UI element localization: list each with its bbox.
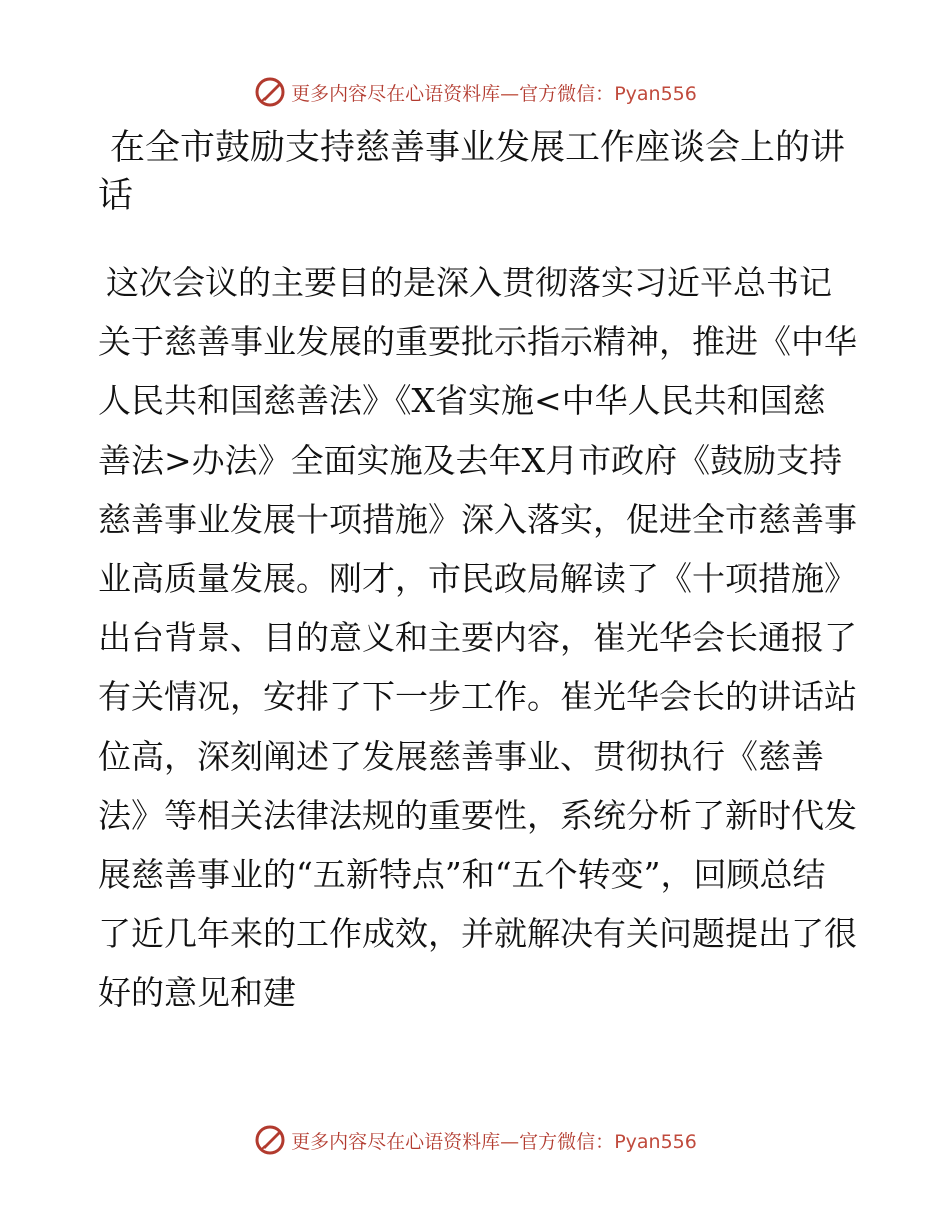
document-title: 在全市鼓励支持慈善事业发展工作座谈会上的讲话 [98, 128, 846, 216]
footer-banner-text [291, 1127, 697, 1154]
header-wechat-label: 官方微信： [519, 82, 615, 105]
header-banner-dash: — [500, 82, 520, 105]
quill-seal-icon [253, 75, 287, 109]
footer-watermark-banner [0, 1120, 950, 1160]
document-paragraph: 这次会议的主要目的是深入贯彻落实习近平总书记关于慈善事业发展的重要批示指示精神，推进《中华人民共和国慈善法》《X省实施<中华人民共和国慈善法>办法》全面实施及去年X月市政府《鼓励支持慈善事业发展十项措施》深入落实，促进全市慈善事业高质量发展。刚才，市民政局解读了《十项措施》出台背景、目的意义和主要内容，崔光华会长通报了有关情况，安排了下一步工作。崔光华会长的讲话站位高，深刻阐述了发展慈善事业、贯彻执行《慈善法》等相关法律法规的重要性，系统分析了新时代发展慈善事业的“五新特点”和“五个转变”，回顾总结了近几年来的工作成效，并就解决有关问题提出了很好的意见和建 [98, 263, 857, 1013]
footer-banner-slogan: 更多内容尽在心语资料库 [291, 1130, 501, 1153]
header-banner-slogan: 更多内容尽在心语资料库 [291, 82, 501, 105]
quill-seal-icon [253, 1123, 287, 1157]
header-wechat-id: Pyan556 [614, 82, 697, 105]
footer-wechat-label: 官方微信： [519, 1130, 615, 1153]
footer-banner-dash: — [500, 1130, 520, 1153]
header-banner-text [291, 79, 697, 106]
header-watermark-banner [0, 72, 950, 112]
footer-wechat-id: Pyan556 [614, 1130, 697, 1153]
